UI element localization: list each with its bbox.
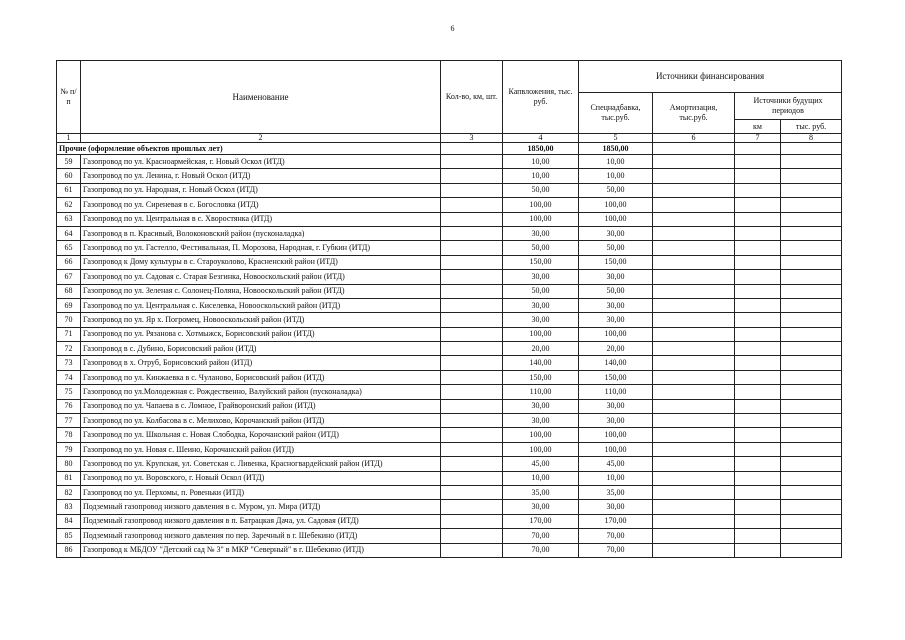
row-amort	[653, 514, 735, 528]
row-capital: 20,00	[503, 342, 579, 356]
row-thousand	[781, 241, 842, 255]
row-capital: 10,00	[503, 169, 579, 183]
row-km	[735, 370, 781, 384]
row-qty	[441, 226, 503, 240]
row-name: Газопровод по ул. Садовая с. Старая Безгинка, Новооскольский район (ИТД)	[81, 270, 441, 284]
row-capital: 100,00	[503, 327, 579, 341]
row-special: 30,00	[579, 399, 653, 413]
row-amort	[653, 370, 735, 384]
row-qty	[441, 255, 503, 269]
row-qty	[441, 485, 503, 499]
table-body	[57, 143, 842, 558]
row-qty	[441, 543, 503, 557]
row-special: 110,00	[579, 385, 653, 399]
table-row	[57, 543, 842, 557]
row-qty	[441, 414, 503, 428]
row-thousand	[781, 471, 842, 485]
row-km	[735, 399, 781, 413]
row-number: 78	[57, 428, 81, 442]
row-name: Газопровод по ул. Воровского, г. Новый Оскол (ИТД)	[81, 471, 441, 485]
row-thousand	[781, 529, 842, 543]
row-amort	[653, 543, 735, 557]
column-number: 1	[57, 134, 81, 143]
row-special: 30,00	[579, 313, 653, 327]
row-qty	[441, 500, 503, 514]
table-row	[57, 370, 842, 384]
row-special: 35,00	[579, 485, 653, 499]
row-capital: 140,00	[503, 356, 579, 370]
row-number: 85	[57, 529, 81, 543]
table-row	[57, 212, 842, 226]
row-thousand	[781, 356, 842, 370]
column-number: 7	[735, 134, 781, 143]
row-km	[735, 543, 781, 557]
row-qty	[441, 342, 503, 356]
row-amort	[653, 414, 735, 428]
row-km	[735, 198, 781, 212]
row-km	[735, 255, 781, 269]
row-amort	[653, 255, 735, 269]
row-km	[735, 529, 781, 543]
row-special: 10,00	[579, 471, 653, 485]
row-qty	[441, 284, 503, 298]
row-special: 70,00	[579, 543, 653, 557]
row-capital: 45,00	[503, 457, 579, 471]
table-row	[57, 327, 842, 341]
row-number: 84	[57, 514, 81, 528]
row-amort	[653, 529, 735, 543]
row-qty	[441, 529, 503, 543]
row-number: 75	[57, 385, 81, 399]
row-capital: 70,00	[503, 529, 579, 543]
row-amort	[653, 385, 735, 399]
table-row	[57, 399, 842, 413]
row-km	[735, 183, 781, 197]
row-amort	[653, 284, 735, 298]
table-row	[57, 485, 842, 499]
table-row	[57, 428, 842, 442]
row-special: 70,00	[579, 529, 653, 543]
row-capital: 30,00	[503, 399, 579, 413]
row-amort	[653, 327, 735, 341]
row-thousand	[781, 298, 842, 312]
row-km	[735, 471, 781, 485]
header-amort: Амортизация, тыс.руб.	[653, 93, 735, 134]
row-name: Газопровод к Дому культуры в с. Староуколово, Красненский район (ИТД)	[81, 255, 441, 269]
row-special: 30,00	[579, 500, 653, 514]
row-number: 71	[57, 327, 81, 341]
row-km	[735, 284, 781, 298]
row-name: Газопровод по ул.Молодежная с. Рождественно, Валуйский район (пусконаладка)	[81, 385, 441, 399]
table-row	[57, 198, 842, 212]
row-thousand	[781, 485, 842, 499]
row-amort	[653, 169, 735, 183]
row-capital: 30,00	[503, 298, 579, 312]
row-amort	[653, 485, 735, 499]
column-numbers-row	[57, 134, 842, 143]
row-km	[735, 313, 781, 327]
row-km	[735, 356, 781, 370]
row-qty	[441, 298, 503, 312]
row-km	[735, 270, 781, 284]
table-row	[57, 270, 842, 284]
row-capital: 50,00	[503, 241, 579, 255]
row-thousand	[781, 284, 842, 298]
row-number: 70	[57, 313, 81, 327]
row-qty	[441, 241, 503, 255]
row-capital: 100,00	[503, 198, 579, 212]
row-name: Газопровод по ул. Рязанова с. Хотмыжск, Борисовский район (ИТД)	[81, 327, 441, 341]
row-name: Газопровод по ул. Яр х. Погромец, Новооскольский район (ИТД)	[81, 313, 441, 327]
row-km	[735, 514, 781, 528]
row-qty	[441, 327, 503, 341]
row-qty	[441, 183, 503, 197]
row-number: 79	[57, 442, 81, 456]
row-thousand	[781, 399, 842, 413]
financing-table	[56, 60, 842, 558]
column-number: 2	[81, 134, 441, 143]
row-capital: 35,00	[503, 485, 579, 499]
row-special: 10,00	[579, 155, 653, 169]
row-amort	[653, 500, 735, 514]
header-qty: Кол-во, км, шт.	[441, 61, 503, 134]
row-thousand	[781, 442, 842, 456]
row-qty	[441, 514, 503, 528]
row-number: 62	[57, 198, 81, 212]
row-capital: 100,00	[503, 442, 579, 456]
row-special: 10,00	[579, 169, 653, 183]
column-number: 3	[441, 134, 503, 143]
row-capital: 10,00	[503, 155, 579, 169]
row-name: Газопровод по ул. Центральная с. Киселевка, Новооскольский район (ИТД)	[81, 298, 441, 312]
row-thousand	[781, 226, 842, 240]
table-row	[57, 442, 842, 456]
row-number: 61	[57, 183, 81, 197]
row-amort	[653, 183, 735, 197]
row-thousand	[781, 270, 842, 284]
row-qty	[441, 212, 503, 226]
row-number: 65	[57, 241, 81, 255]
row-number: 80	[57, 457, 81, 471]
row-name: Газопровод по ул. Центральная в с. Хворостянка (ИТД)	[81, 212, 441, 226]
row-qty	[441, 385, 503, 399]
row-capital: 30,00	[503, 313, 579, 327]
row-km	[735, 385, 781, 399]
row-amort	[653, 313, 735, 327]
row-name: Газопровод по ул. Школьная с. Новая Слободка, Корочанский район (ИТД)	[81, 428, 441, 442]
row-amort	[653, 270, 735, 284]
row-special: 100,00	[579, 442, 653, 456]
table-row	[57, 284, 842, 298]
row-capital: 70,00	[503, 543, 579, 557]
row-number: 66	[57, 255, 81, 269]
row-number: 60	[57, 169, 81, 183]
row-km	[735, 414, 781, 428]
row-km	[735, 226, 781, 240]
row-capital: 30,00	[503, 500, 579, 514]
row-name: Подземный газопровод низкого давления в с. Муром, ул. Мира (ИТД)	[81, 500, 441, 514]
section-thousand	[781, 143, 842, 155]
row-capital: 50,00	[503, 284, 579, 298]
row-name: Газопровод в п. Красивый, Волоконовский район (пусконаладка)	[81, 226, 441, 240]
table-header	[57, 61, 842, 143]
row-number: 68	[57, 284, 81, 298]
table-row	[57, 169, 842, 183]
row-capital: 30,00	[503, 226, 579, 240]
row-special: 100,00	[579, 212, 653, 226]
header-km: км	[735, 120, 781, 134]
row-km	[735, 457, 781, 471]
row-thousand	[781, 543, 842, 557]
column-number: 6	[653, 134, 735, 143]
header-num: № п/п	[57, 61, 81, 134]
row-km	[735, 169, 781, 183]
row-thousand	[781, 428, 842, 442]
table-row	[57, 183, 842, 197]
row-name: Газопровод в х. Отруб, Борисовский район (ИТД)	[81, 356, 441, 370]
row-thousand	[781, 414, 842, 428]
row-number: 59	[57, 155, 81, 169]
header-sources: Источники финансирования	[579, 61, 842, 93]
row-qty	[441, 471, 503, 485]
column-number: 4	[503, 134, 579, 143]
table-row	[57, 500, 842, 514]
row-qty	[441, 270, 503, 284]
table-row	[57, 241, 842, 255]
row-thousand	[781, 342, 842, 356]
row-special: 30,00	[579, 298, 653, 312]
row-number: 67	[57, 270, 81, 284]
row-capital: 170,00	[503, 514, 579, 528]
row-name: Газопровод по ул. Чапаева в с. Ломное, Грайворонский район (ИТД)	[81, 399, 441, 413]
row-capital: 100,00	[503, 428, 579, 442]
table-row	[57, 471, 842, 485]
row-qty	[441, 356, 503, 370]
row-amort	[653, 212, 735, 226]
row-km	[735, 500, 781, 514]
table-row	[57, 226, 842, 240]
row-name: Газопровод по ул. Новая с. Шеино, Корочанский район (ИТД)	[81, 442, 441, 456]
row-number: 63	[57, 212, 81, 226]
section-title: Прочие (оформление объектов прошлых лет)	[57, 143, 441, 155]
row-special: 45,00	[579, 457, 653, 471]
row-special: 50,00	[579, 284, 653, 298]
row-thousand	[781, 457, 842, 471]
table-row	[57, 313, 842, 327]
row-number: 74	[57, 370, 81, 384]
row-capital: 110,00	[503, 385, 579, 399]
row-special: 150,00	[579, 370, 653, 384]
row-name: Газопровод по ул. Колбасова в с. Мелихово, Корочанский район (ИТД)	[81, 414, 441, 428]
row-capital: 30,00	[503, 414, 579, 428]
row-amort	[653, 298, 735, 312]
row-number: 69	[57, 298, 81, 312]
row-capital: 100,00	[503, 212, 579, 226]
row-number: 64	[57, 226, 81, 240]
row-qty	[441, 155, 503, 169]
row-km	[735, 485, 781, 499]
row-amort	[653, 356, 735, 370]
row-capital: 150,00	[503, 255, 579, 269]
row-special: 170,00	[579, 514, 653, 528]
row-amort	[653, 442, 735, 456]
table-row	[57, 298, 842, 312]
row-capital: 30,00	[503, 270, 579, 284]
row-name: Газопровод по ул. Перхомы, п. Ровеньки (ИТД)	[81, 485, 441, 499]
row-number: 72	[57, 342, 81, 356]
row-number: 83	[57, 500, 81, 514]
row-thousand	[781, 198, 842, 212]
table-row	[57, 342, 842, 356]
row-name: Газопровод по ул. Сиреневая в с. Богословка (ИТД)	[81, 198, 441, 212]
row-qty	[441, 169, 503, 183]
row-special: 150,00	[579, 255, 653, 269]
row-name: Газопровод по ул. Народная, г. Новый Оскол (ИТД)	[81, 183, 441, 197]
table-row	[57, 155, 842, 169]
column-number: 8	[781, 134, 842, 143]
row-special: 100,00	[579, 428, 653, 442]
row-special: 100,00	[579, 198, 653, 212]
row-qty	[441, 428, 503, 442]
row-qty	[441, 198, 503, 212]
row-amort	[653, 226, 735, 240]
row-number: 82	[57, 485, 81, 499]
header-capital: Капвложения, тыс. руб.	[503, 61, 579, 134]
row-number: 77	[57, 414, 81, 428]
row-special: 30,00	[579, 270, 653, 284]
row-km	[735, 342, 781, 356]
row-name: Газопровод по ул. Ленина, г. Новый Оскол (ИТД)	[81, 169, 441, 183]
row-capital: 50,00	[503, 183, 579, 197]
row-qty	[441, 370, 503, 384]
row-thousand	[781, 385, 842, 399]
row-name: Газопровод по ул. Кинжаевка в с. Чуланово, Борисовский район (ИТД)	[81, 370, 441, 384]
row-thousand	[781, 212, 842, 226]
row-km	[735, 298, 781, 312]
row-thousand	[781, 500, 842, 514]
row-amort	[653, 471, 735, 485]
row-qty	[441, 442, 503, 456]
section-special: 1850,00	[579, 143, 653, 155]
row-special: 20,00	[579, 342, 653, 356]
row-name: Газопровод по ул. Зеленая с. Солонец-Поляна, Новооскольский район (ИТД)	[81, 284, 441, 298]
row-qty	[441, 313, 503, 327]
section-km	[735, 143, 781, 155]
section-capital: 1850,00	[503, 143, 579, 155]
row-thousand	[781, 327, 842, 341]
row-special: 30,00	[579, 226, 653, 240]
row-special: 30,00	[579, 414, 653, 428]
row-amort	[653, 457, 735, 471]
row-special: 100,00	[579, 327, 653, 341]
header-special: Спецнадбавка, тыс.руб.	[579, 93, 653, 134]
row-km	[735, 241, 781, 255]
header-future: Источники будущих периодов	[735, 93, 842, 120]
row-qty	[441, 457, 503, 471]
row-amort	[653, 198, 735, 212]
row-number: 81	[57, 471, 81, 485]
row-thousand	[781, 255, 842, 269]
row-thousand	[781, 370, 842, 384]
section-row	[57, 143, 842, 155]
row-thousand	[781, 514, 842, 528]
row-name: Газопровод по ул. Гастелло, Фестивальная, П. Морозова, Народная, г. Губкин (ИТД)	[81, 241, 441, 255]
row-km	[735, 155, 781, 169]
row-thousand	[781, 313, 842, 327]
row-special: 50,00	[579, 241, 653, 255]
row-amort	[653, 155, 735, 169]
row-km	[735, 442, 781, 456]
row-km	[735, 212, 781, 226]
section-amort	[653, 143, 735, 155]
row-thousand	[781, 183, 842, 197]
row-km	[735, 428, 781, 442]
table-row	[57, 457, 842, 471]
header-name: Наименование	[81, 61, 441, 134]
table-row	[57, 514, 842, 528]
row-number: 73	[57, 356, 81, 370]
row-capital: 150,00	[503, 370, 579, 384]
row-amort	[653, 428, 735, 442]
table-row	[57, 529, 842, 543]
row-amort	[653, 342, 735, 356]
row-name: Подземный газопровод низкого давления по пер. Заречный в г. Шебекино (ИТД)	[81, 529, 441, 543]
column-number: 5	[579, 134, 653, 143]
table-row	[57, 255, 842, 269]
row-name: Подземный газопровод низкого давления в п. Батрацкая Дача, ул. Садовая (ИТД)	[81, 514, 441, 528]
row-thousand	[781, 155, 842, 169]
row-special: 140,00	[579, 356, 653, 370]
table-row	[57, 414, 842, 428]
section-qty	[441, 143, 503, 155]
row-qty	[441, 399, 503, 413]
page-number: 6	[450, 24, 455, 33]
row-number: 76	[57, 399, 81, 413]
row-name: Газопровод по ул. Крупская, ул. Советская с. Ливенка, Красногвардейский район (ИТД)	[81, 457, 441, 471]
header-thousand: тыс. руб.	[781, 120, 842, 134]
row-km	[735, 327, 781, 341]
row-thousand	[781, 169, 842, 183]
row-special: 50,00	[579, 183, 653, 197]
row-name: Газопровод по ул. Красноармейская, г. Новый Оскол (ИТД)	[81, 155, 441, 169]
row-name: Газопровод к МБДОУ "Детский сад № 3" в МКР "Северный" в г. Шебекино (ИТД)	[81, 543, 441, 557]
row-number: 86	[57, 543, 81, 557]
row-amort	[653, 241, 735, 255]
row-name: Газопровод в с. Дубино, Борисовский район (ИТД)	[81, 342, 441, 356]
row-capital: 10,00	[503, 471, 579, 485]
table-row	[57, 356, 842, 370]
table-row	[57, 385, 842, 399]
row-amort	[653, 399, 735, 413]
